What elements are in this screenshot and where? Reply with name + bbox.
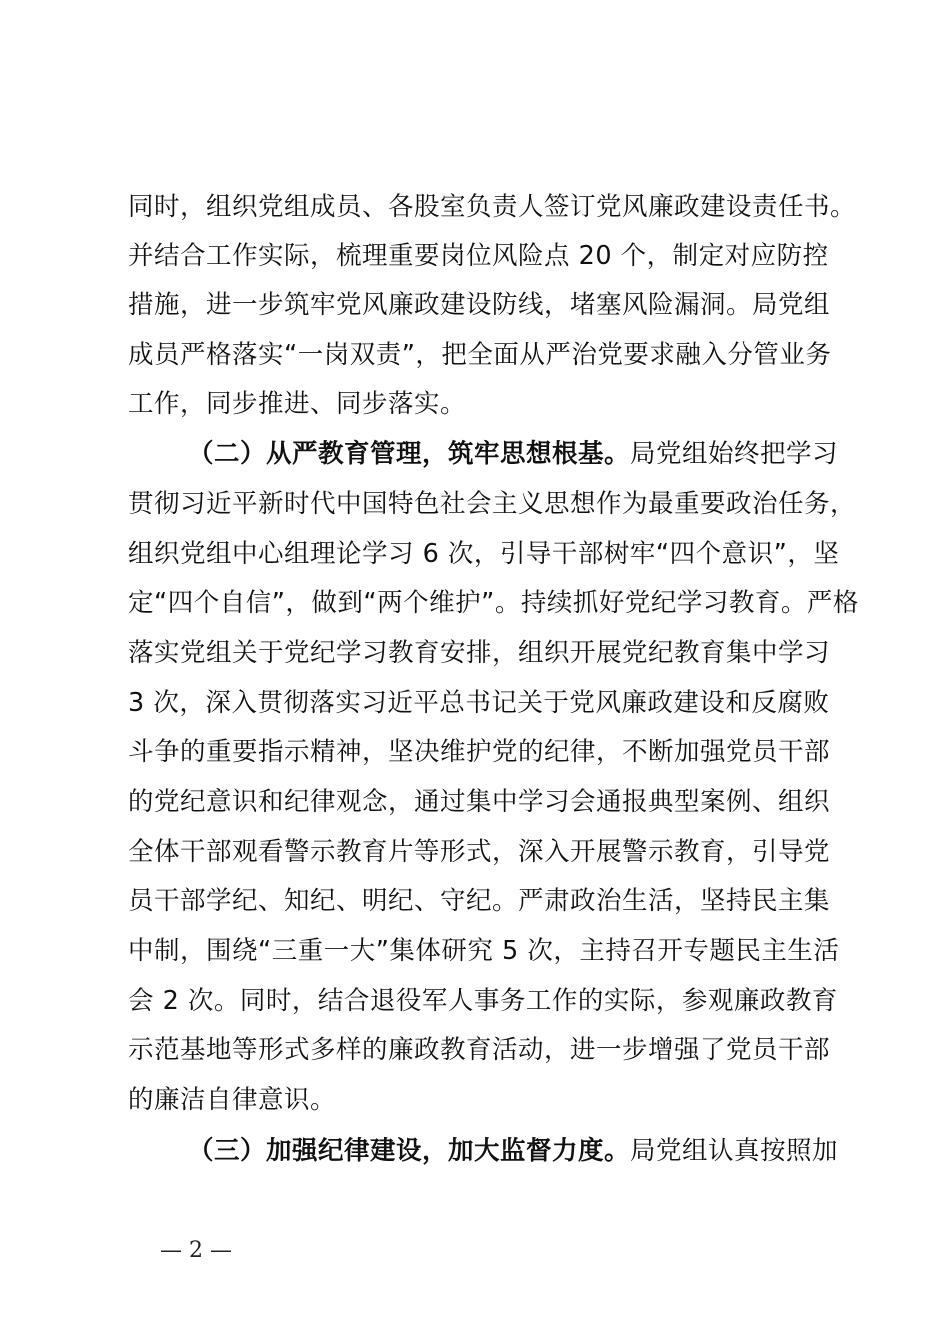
paragraph-line: 的廉洁自律意识。 [128, 1085, 337, 1115]
paragraph-line: 斗争的重要指示精神，坚决维护党的纪律，不断加强党员干部 [128, 737, 831, 767]
paragraph-line: 示范基地等形式多样的廉政教育活动，进一步增强了党员干部 [128, 1035, 831, 1065]
paragraph-line: 定“四个自信”，做到“两个维护”。持续抓好党纪学习教育。严格 [128, 588, 859, 618]
paragraph-line: 成员严格落实“一岗双责”，把全面从严治党要求融入分管业务 [128, 340, 832, 370]
paragraph-line: 落实党组关于党纪学习教育安排，组织开展党纪教育集中学习 [128, 638, 831, 668]
paragraph-line: 贯彻习近平新时代中国特色社会主义思想作为最重要政治任务， [128, 489, 857, 519]
paragraph-line: 措施，进一步筑牢党风廉政建设防线，堵塞风险漏洞。局党组 [128, 290, 831, 320]
section-2-first-line [188, 439, 838, 469]
page-number: — 2 — [160, 1238, 232, 1263]
paragraph-line: 中制，围绕“三重一大”集体研究 5 次，主持召开专题民主生活 [128, 936, 840, 966]
section-3-first-line-text: 局党组认真按照加 [630, 1136, 839, 1166]
paragraph-line: 工作，同步推进、同步落实。 [128, 389, 467, 419]
paragraph-line: 全体干部观看警示教育片等形式，深入开展警示教育，引导党 [128, 837, 831, 867]
section-3-first-line [188, 1136, 838, 1166]
paragraph-line: 3 次，深入贯彻落实习近平总书记关于党风廉政建设和反腐败 [128, 688, 830, 718]
section-2-first-line-text: 局党组始终把学习 [630, 439, 839, 469]
paragraph-line: 并结合工作实际，梳理重要岗位风险点 20 个，制定对应防控 [128, 241, 829, 271]
section-2-heading: （二）从严教育管理，筑牢思想根基。 [188, 439, 631, 469]
paragraph-line: 会 2 次。同时，结合退役军人事务工作的实际，参观廉政教育 [128, 986, 838, 1016]
paragraph-line: 组织党组中心组理论学习 6 次，引导干部树牢“四个意识”，坚 [128, 539, 840, 569]
paragraph-line: 的党纪意识和纪律观念，通过集中学习会通报典型案例、组织 [128, 787, 831, 817]
section-3-heading: （三）加强纪律建设，加大监督力度。 [188, 1136, 631, 1166]
paragraph-line: 同时，组织党组成员、各股室负责人签订党风廉政建设责任书。 [128, 192, 857, 222]
paragraph-line: 员干部学纪、知纪、明纪、守纪。严肃政治生活，坚持民主集 [128, 886, 831, 916]
